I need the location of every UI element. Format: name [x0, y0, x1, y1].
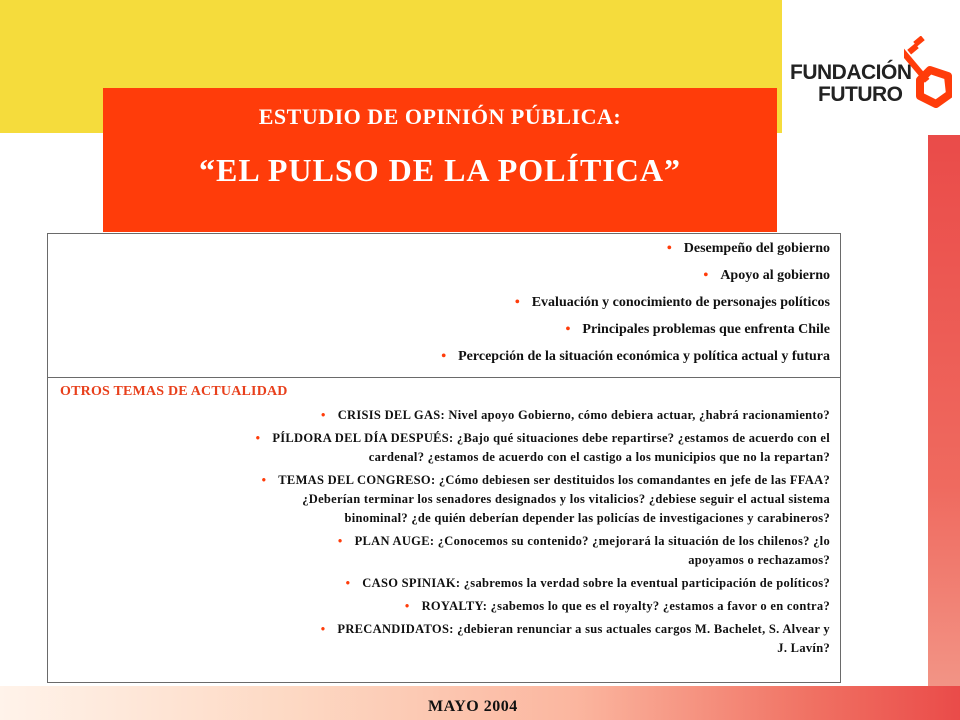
other-topic-item — [60, 574, 830, 593]
right-decorative-stripe — [928, 135, 960, 720]
main-topic-label: Desempeño del gobierno — [683, 241, 830, 256]
bullet-icon: • — [320, 622, 326, 636]
other-topic-line: binominal? ¿de quién deberían depender las policías de investigaciones y carabineros? — [344, 511, 830, 525]
other-topic-line: apoyamos o rechazamos? — [688, 553, 830, 567]
bullet-icon: • — [514, 295, 520, 310]
other-topic-line: PÍLDORA DEL DÍA DESPUÉS: ¿Bajo qué situaciones debe repartirse? ¿estamos de acuerdo con el — [272, 431, 830, 445]
other-topic-line: TEMAS DEL CONGRESO: ¿Cómo debiesen ser destituidos los comandantes en jefe de las FFAA? — [278, 473, 830, 487]
main-topic-label: Principales problemas que enfrenta Chile — [582, 322, 830, 337]
main-topic-item — [441, 318, 830, 345]
other-topics-list — [60, 406, 830, 662]
other-topics-title: OTROS TEMAS DE ACTUALIDAD — [60, 384, 288, 399]
main-topic-item — [441, 264, 830, 291]
bullet-icon: • — [255, 431, 261, 445]
bullet-icon: • — [345, 576, 351, 590]
bullet-icon: • — [321, 408, 326, 422]
other-topic-line: ¿Deberían terminar los senadores designados y los vitalicios? ¿debiese seguir el actual sistema — [302, 492, 830, 506]
bullet-icon: • — [565, 322, 571, 337]
footer-date: MAYO 2004 — [428, 698, 518, 715]
title-banner — [103, 88, 777, 232]
fundacion-futuro-logo — [790, 36, 950, 116]
bullet-icon: • — [441, 349, 447, 364]
logo-text-line1: FUNDACIÓN — [790, 61, 912, 84]
key-icon — [904, 36, 952, 108]
other-topic-line: cardenal? ¿estamos de acuerdo con el castigo a los municipios que no la repartan? — [368, 450, 830, 464]
bullet-icon: • — [404, 599, 410, 613]
main-topic-label: Evaluación y conocimiento de personajes políticos — [531, 295, 830, 310]
bullet-icon: • — [666, 241, 672, 256]
other-topic-item — [60, 429, 830, 467]
main-topics-list — [441, 237, 830, 372]
bullet-icon: • — [337, 534, 343, 548]
other-topic-item — [60, 532, 830, 570]
page-title: “EL PULSO DE LA POLÍTICA” — [199, 152, 681, 188]
other-topic-line: J. Lavín? — [777, 641, 830, 655]
other-topic-item — [60, 406, 830, 425]
section-divider — [48, 377, 840, 378]
other-topic-line: ROYALTY: ¿sabemos lo que es el royalty? ¿estamos a favor o en contra? — [421, 599, 830, 613]
other-topic-line: PLAN AUGE: ¿Conocemos su contenido? ¿mejorará la situación de los chilenos? ¿lo — [354, 534, 830, 548]
main-topic-item — [441, 237, 830, 264]
other-topic-line: CASO SPINIAK: ¿sabremos la verdad sobre la eventual participación de políticos? — [362, 576, 830, 590]
other-topic-item — [60, 620, 830, 658]
main-topic-label: Percepción de la situación económica y política actual y futura — [458, 349, 830, 364]
other-topic-item — [60, 471, 830, 528]
main-topic-item — [441, 345, 830, 372]
bullet-icon: • — [261, 473, 267, 487]
main-topic-label: Apoyo al gobierno — [720, 268, 830, 283]
other-topic-line: CRISIS DEL GAS: Nivel apoyo Gobierno, cómo debiera actuar, ¿habrá racionamiento? — [337, 408, 830, 422]
logo-text-line2: FUTURO — [818, 83, 903, 106]
bullet-icon: • — [703, 268, 709, 283]
other-topic-item — [60, 597, 830, 616]
page-subtitle: ESTUDIO DE OPINIÓN PÚBLICA: — [258, 104, 622, 129]
main-topic-item — [441, 291, 830, 318]
other-topic-line: PRECANDIDATOS: ¿debieran renunciar a sus actuales cargos M. Bachelet, S. Alvear y — [337, 622, 830, 636]
content-box — [47, 233, 841, 683]
